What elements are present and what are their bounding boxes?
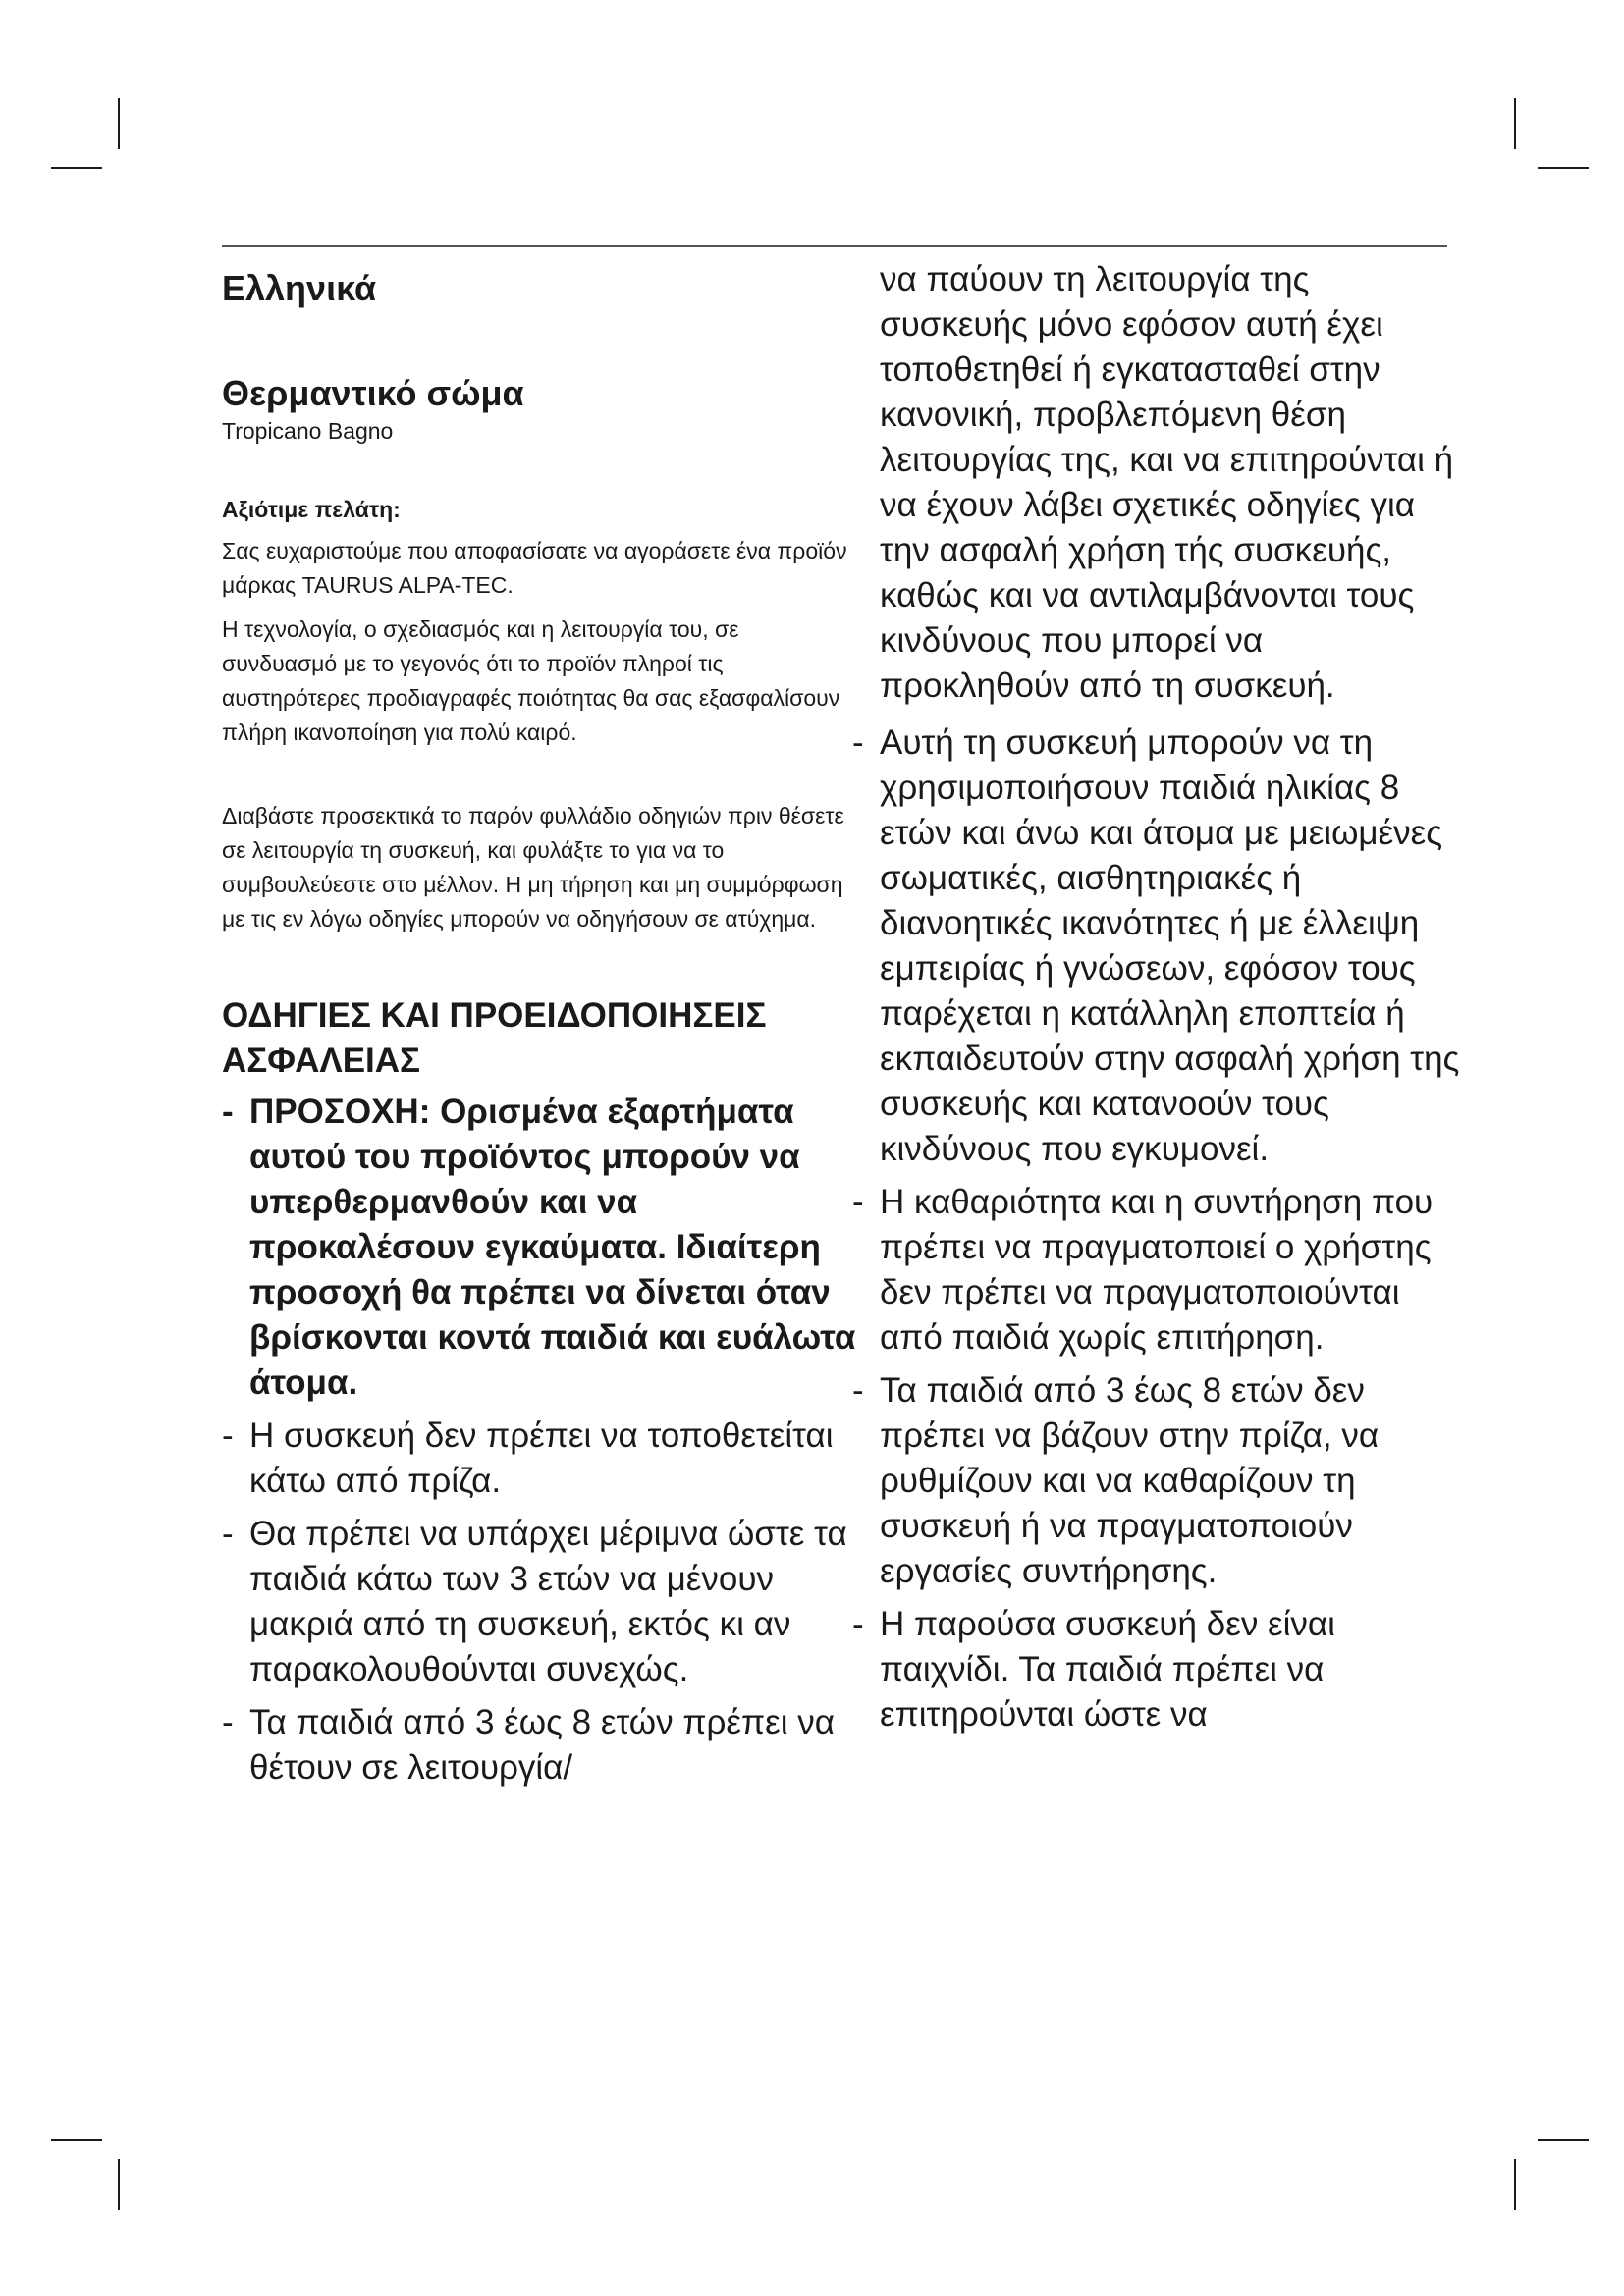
left-column	[222, 257, 860, 1798]
list-item-continuation: να παύουν τη λειτουργία της συσκευής μόνο εφόσον αυτή έχει τοποθετηθεί ή εγκατασταθεί στην κανονική, προβλεπόμενη θέση λειτουργίας της, και να επιτηρούνται ή να έχουν λάβει σχετικές οδηγίες για την ασφαλή χρήση τής συσκευής, καθώς και να αντιλαμβάνονται τους κινδύνους που μπορεί να προκληθούν από τη συσκευή.	[880, 260, 1454, 705]
crop-mark-top-left	[118, 98, 120, 149]
list-item: - Τα παιδιά από 3 έως 8 ετών πρέπει να θέτουν σε λειτουργία/	[222, 1700, 860, 1790]
crop-mark-bottom-left	[118, 2159, 120, 2210]
list-item: - Αυτή τη συσκευή μπορούν να τη χρησιμοποιήσουν παιδιά ηλικίας 8 ετών και άνω και άτομα με μειωμένες σωματικές, αισθητηριακές ή διανοητικές ικανότητες ή με έλλειψη εμπειρίας ή γνώσεων, εφόσον τους παρέχεται η κατάλληλη εποπτεία ή εκπαιδευτούν στην ασφαλή χρήση της συσκευής και κατανοούν τους κινδύνους που εγκυμονεί.	[852, 721, 1461, 1172]
greeting: Αξιότιμε πελάτη:	[222, 496, 401, 522]
crop-mark-bottom-right	[1514, 2159, 1516, 2210]
list-item: - Η καθαριότητα και η συντήρηση που πρέπει να πραγματοποιεί ο χρήστης δεν πρέπει να πραγματοποιούνται από παιδιά χωρίς επιτήρηση.	[852, 1180, 1461, 1361]
crop-mark-top-right	[1538, 167, 1589, 169]
safety-heading: ΟΔΗΓΙΕΣ ΚΑΙ ΠΡΟΕΙΔΟΠΟΙΗΣΕΙΣ ΑΣΦΑΛΕΙΑΣ	[222, 995, 767, 1080]
list-item: - Η παρούσα συσκευή δεν είναι παιχνίδι. Τα παιδιά πρέπει να επιτηρούνται ώστε να	[852, 1602, 1461, 1737]
language-heading: Ελληνικά	[222, 268, 377, 308]
list-item: - Θα πρέπει να υπάρχει μέριμνα ώστε τα παιδιά κάτω των 3 ετών να μένουν μακριά από τη συσκευή, εκτός κι αν παρακολουθούνται συνεχώς.	[222, 1512, 860, 1692]
intro-paragraph: Η τεχνολογία, ο σχεδιασμός και η λειτουργία του, σε συνδυασμό με το γεγονός ότι το προϊόν πληροί τις αυστηρότερες προδιαγραφές ποιότητας θα σας εξασφαλίσουν πλήρη ικανοποίηση για πολύ καιρό.	[222, 615, 840, 745]
top-divider	[222, 245, 1447, 247]
list-item: - ΠΡΟΣΟΧΗ: Ορισμένα εξαρτήματα αυτού του προϊόντος μπορούν να υπερθερμανθούν και να προκαλέσουν εγκαύματα. Ιδιαίτερη προσοχή θα πρέπει να δίνεται όταν βρίσκονται κοντά παιδιά και ευάλωτα άτομα.	[222, 1090, 860, 1406]
crop-mark-bottom-left	[51, 2139, 102, 2141]
safety-list-right	[852, 721, 1461, 1737]
list-item: - Τα παιδιά από 3 έως 8 ετών δεν πρέπει να βάζουν στην πρίζα, να ρυθμίζουν και να καθαρίζουν τη συσκευή ή να πραγματοποιούν εργασίες συντήρησης.	[852, 1368, 1461, 1594]
crop-mark-top-right	[1514, 98, 1516, 149]
product-title: Θερμαντικό σώμα	[222, 373, 524, 414]
instructions-paragraph: Διαβάστε προσεκτικά το παρόν φυλλάδιο οδηγιών πριν θέσετε σε λειτουργία τη συσκευή, και φυλάξτε το για να το συμβουλεύεστε στο μέλλον. Η μη τήρηση και μη συμμόρφωση με τις εν λόγω οδηγίες μπορούν να οδηγήσουν σε ατύχημα.	[222, 802, 844, 932]
crop-mark-bottom-right	[1538, 2139, 1589, 2141]
product-model: Tropicano Bagno	[222, 418, 394, 445]
list-item: - Η συσκευή δεν πρέπει να τοποθετείται κάτω από πρίζα.	[222, 1414, 860, 1504]
crop-mark-top-left	[51, 167, 102, 169]
intro-paragraph: Σας ευχαριστούμε που αποφασίσατε να αγοράσετε ένα προϊόν μάρκας TAURUS ALPA-TEC.	[222, 537, 847, 598]
safety-list-left	[222, 1090, 860, 1790]
right-column	[852, 257, 1461, 1745]
